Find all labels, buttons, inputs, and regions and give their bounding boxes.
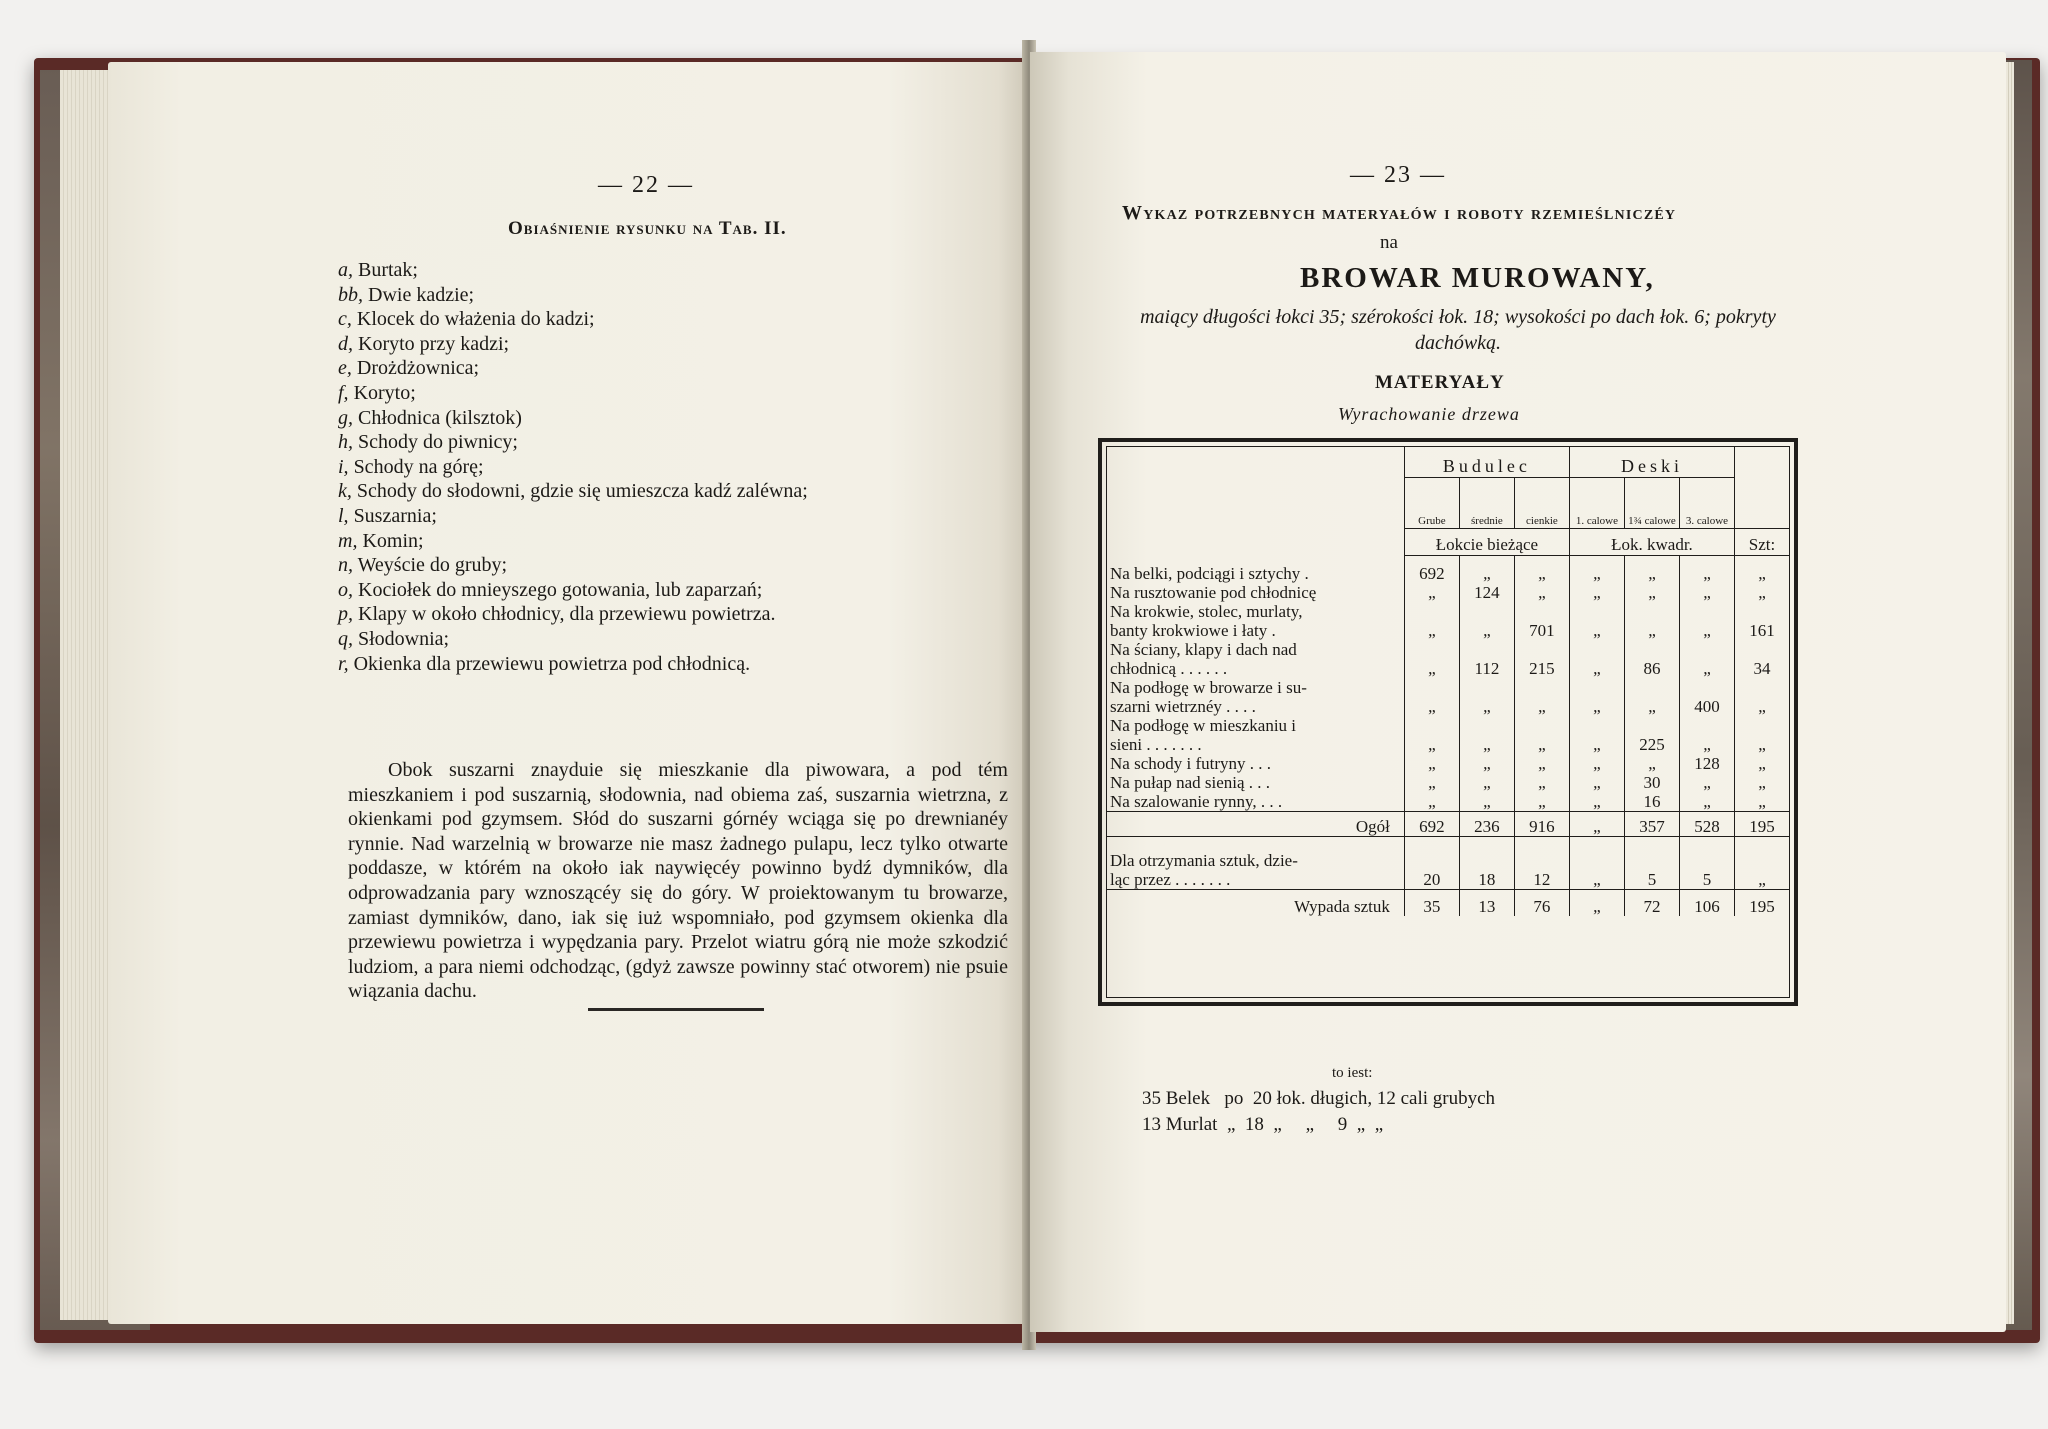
legend-item xyxy=(338,504,808,529)
table-cell: „ xyxy=(1514,792,1569,812)
table-cell: „ xyxy=(1569,792,1624,812)
table-cell: „ xyxy=(1569,773,1624,792)
materials-table-frame xyxy=(1098,438,1798,1006)
table-cell: „ xyxy=(1679,659,1734,678)
table-cell: „ xyxy=(1679,735,1734,754)
page-number: — 22 — xyxy=(598,172,694,198)
table-cell xyxy=(1624,602,1679,621)
table-row xyxy=(1107,754,1789,773)
legend-text: Burtak; xyxy=(358,259,418,281)
table-row xyxy=(1107,792,1789,812)
section-heading: MATERYAŁY xyxy=(1375,372,1505,393)
legend-key: n, xyxy=(338,554,353,577)
table-row xyxy=(1107,716,1789,735)
table-cell: 692 xyxy=(1404,811,1459,836)
row-label xyxy=(1107,556,1404,564)
header-budulec: Budulec xyxy=(1404,447,1569,478)
table-cell: „ xyxy=(1624,583,1679,602)
legend-key: f, xyxy=(338,381,349,404)
table-cell: „ xyxy=(1679,773,1734,792)
table-cell xyxy=(1624,851,1679,870)
table-cell: „ xyxy=(1734,583,1789,602)
right-page xyxy=(1030,52,2006,1332)
legend-item xyxy=(338,627,808,652)
legend-text: Kociołek do mnieyszego gotowania, lub zaparzań; xyxy=(358,578,763,601)
legend-text: Chłodnica (kilsztok) xyxy=(358,406,522,429)
table-cell: 20 xyxy=(1404,870,1459,890)
legend-key: i, xyxy=(338,455,349,478)
table-cell: „ xyxy=(1734,792,1789,812)
legend-item xyxy=(338,332,808,357)
legend-key: q, xyxy=(338,627,353,650)
legend-text: Koryto; xyxy=(353,381,416,404)
legend-item xyxy=(338,381,808,406)
section-subheading: Wyrachowanie drzewa xyxy=(1338,404,1520,424)
table-cell: „ xyxy=(1569,870,1624,890)
table-row xyxy=(1107,583,1789,602)
table-cell: 692 xyxy=(1404,564,1459,583)
table-cell: „ xyxy=(1734,754,1789,773)
legend-text: Koryto przy kadzi; xyxy=(358,332,510,355)
table-cell: „ xyxy=(1569,659,1624,678)
table-row xyxy=(1107,773,1789,792)
table-cell: „ xyxy=(1459,792,1514,812)
table-cell: 128 xyxy=(1679,754,1734,773)
table-cell xyxy=(1569,716,1624,735)
table-row xyxy=(1107,659,1789,678)
table-cell: „ xyxy=(1624,564,1679,583)
table-cell xyxy=(1459,640,1514,659)
table-cell xyxy=(1514,678,1569,697)
legend-text: Komin; xyxy=(362,529,424,552)
table-cell xyxy=(1514,851,1569,870)
page-subject: BROWAR MUROWANY, xyxy=(1300,262,1655,294)
table-cell xyxy=(1404,851,1459,870)
legend-item xyxy=(338,307,808,332)
total-row xyxy=(1107,811,1789,836)
table-row xyxy=(1107,602,1789,621)
row-label: Na krokwie, stolec, murlaty, xyxy=(1110,601,1303,621)
table-cell: „ xyxy=(1404,754,1459,773)
row-label: Na pułap nad sienią . . . xyxy=(1110,772,1271,792)
table-cell: 357 xyxy=(1624,811,1679,836)
legend-item xyxy=(338,283,808,308)
page-title: Obiaśnienie rysunku na Tab. II. xyxy=(508,218,787,239)
table-cell xyxy=(1734,678,1789,697)
table-cell xyxy=(1404,602,1459,621)
table-cell xyxy=(1569,851,1624,870)
table-cell: 112 xyxy=(1459,659,1514,678)
subheader-cienkie: cienkie xyxy=(1514,478,1569,529)
table-cell xyxy=(1569,678,1624,697)
table-cell xyxy=(1624,678,1679,697)
subheader-srednie: średnie xyxy=(1459,478,1514,529)
legend-item xyxy=(338,430,808,455)
materials-table xyxy=(1107,447,1789,916)
table-spacer-row xyxy=(1107,556,1789,564)
table-cell: „ xyxy=(1569,811,1624,836)
table-cell xyxy=(1514,716,1569,735)
table-cell xyxy=(1404,716,1459,735)
table-cell: 30 xyxy=(1624,773,1679,792)
table-cell: 195 xyxy=(1734,889,1789,916)
subheader-grube: Grube xyxy=(1404,478,1459,529)
subheader-3-calowe: 3. calowe xyxy=(1679,478,1734,529)
table-cell xyxy=(1404,556,1459,564)
table-cell xyxy=(1459,716,1514,735)
legend-item xyxy=(338,602,808,627)
legend-key: h, xyxy=(338,431,353,454)
table-cell: „ xyxy=(1404,621,1459,640)
table-cell xyxy=(1679,678,1734,697)
row-label: Na rusztowanie pod chłodnicę xyxy=(1110,582,1317,602)
table-cell: 400 xyxy=(1679,697,1734,716)
subheader-1-3-4-calowe: 1¾ calowe xyxy=(1624,478,1679,529)
table-cell: „ xyxy=(1404,792,1459,812)
legend-item xyxy=(338,406,808,431)
row-label: Na podłogę w browarze i su- xyxy=(1110,677,1307,697)
table-cell: „ xyxy=(1459,754,1514,773)
table-cell: „ xyxy=(1734,697,1789,716)
table-cell: „ xyxy=(1734,773,1789,792)
legend-key: r, xyxy=(338,652,349,675)
legend-text: Schody na górę; xyxy=(353,455,484,478)
legend-item xyxy=(338,553,808,578)
to-iest-label: to iest: xyxy=(1332,1065,1373,1081)
table-cell: „ xyxy=(1734,564,1789,583)
table-cell: 5 xyxy=(1679,870,1734,890)
row-label: Na belki, podciągi i sztychy . xyxy=(1110,563,1309,583)
table-row xyxy=(1107,564,1789,583)
table-cell: „ xyxy=(1514,754,1569,773)
unit-lokcie-biezace: Łokcie bieżące xyxy=(1404,529,1569,556)
legend-key: d, xyxy=(338,332,353,355)
legend-text: Dwie kadzie; xyxy=(368,283,475,306)
legend-item xyxy=(338,258,808,283)
table-cell xyxy=(1459,556,1514,564)
table-cell xyxy=(1569,836,1624,851)
materials-table-inner xyxy=(1106,446,1790,998)
section-rule xyxy=(588,1008,764,1011)
paragraph-text: Obok suszarni znayduie się mieszkanie dla piwowara, a pod tém mieszkaniem i pod suszarnią, słodownia, nad obiema zaś, suszarnia wietrzna, z okienkami pod gzymsem. Słód do suszarni górnéy wciąga się po drewnianéy rynnie. Nad warzelnią w browarze nie masz żadnego pulapu, lecz tylko otwarte poddasze, w którém na około iak naywięcéy powinno bydź dymników, dla odprowadzania pary wznoszącéy się do góry. W proiektowanym tu browarze, zamiast dymników, dano, iak się iuż wspomniało, pod gzymsem okienka dla przewiewu powietrza i wypędzania pary. Przelot wiatru górą nie może szkodzić ludziom, a para niemi odchodząc, (gdyż zawsze powinny stać otworem) nie psuie wiązania dachu. xyxy=(348,759,1008,1003)
table-cell: 13 xyxy=(1459,889,1514,916)
table-cell: 225 xyxy=(1624,735,1679,754)
legend-key: o, xyxy=(338,578,353,601)
result-row xyxy=(1107,889,1789,916)
row-label: Ogół xyxy=(1107,811,1404,836)
table-cell: „ xyxy=(1404,697,1459,716)
table-cell: 236 xyxy=(1459,811,1514,836)
legend-key: k, xyxy=(338,480,352,503)
table-cell: 701 xyxy=(1514,621,1569,640)
table-cell xyxy=(1459,678,1514,697)
table-cell xyxy=(1569,640,1624,659)
legend-item xyxy=(338,529,808,554)
table-cell: „ xyxy=(1734,870,1789,890)
table-cell xyxy=(1404,836,1459,851)
row-label: Na szalowanie rynny, . . . xyxy=(1110,791,1283,811)
table-cell: 106 xyxy=(1679,889,1734,916)
table-row xyxy=(1107,735,1789,754)
table-cell: „ xyxy=(1624,754,1679,773)
row-label: Dla otrzymania sztuk, dzie- xyxy=(1110,850,1298,870)
table-cell xyxy=(1679,851,1734,870)
row-label: Na schody i futryny . . . xyxy=(1110,753,1272,773)
row-label: banty krokwiowe i łaty . xyxy=(1110,620,1276,640)
divisor-row xyxy=(1107,851,1789,870)
row-label: Na podłogę w mieszkaniu i xyxy=(1110,715,1297,735)
summary-line: 13 Murlat „ 18 „ „ 9 „ „ xyxy=(1142,1114,1384,1135)
row-label: szarni wietrznéy . . . . xyxy=(1110,696,1256,716)
table-cell: „ xyxy=(1459,697,1514,716)
table-cell: 34 xyxy=(1734,659,1789,678)
table-cell xyxy=(1459,851,1514,870)
legend-key: l, xyxy=(338,504,349,527)
table-cell xyxy=(1459,836,1514,851)
legend-key: e, xyxy=(338,357,352,380)
table-cell: „ xyxy=(1569,754,1624,773)
page-number: — 23 — xyxy=(1350,162,1446,188)
table-cell xyxy=(1624,716,1679,735)
table-cell xyxy=(1624,836,1679,851)
table-cell: „ xyxy=(1569,621,1624,640)
legend-item xyxy=(338,356,808,381)
legend-text: Schody do piwnicy; xyxy=(358,431,518,454)
legend-item xyxy=(338,455,808,480)
table-cell: 16 xyxy=(1624,792,1679,812)
table-row xyxy=(1107,621,1789,640)
table-cell: „ xyxy=(1569,564,1624,583)
body-paragraph xyxy=(348,758,1008,1004)
header-szt-group xyxy=(1734,447,1789,478)
title-connector: na xyxy=(1380,232,1398,253)
table-cell: „ xyxy=(1679,583,1734,602)
table-cell: „ xyxy=(1514,735,1569,754)
unit-szt: Szt: xyxy=(1734,529,1789,556)
table-cell xyxy=(1734,836,1789,851)
table-cell: 916 xyxy=(1514,811,1569,836)
legend-key: g, xyxy=(338,406,353,429)
table-row xyxy=(1107,678,1789,697)
table-cell: „ xyxy=(1459,735,1514,754)
table-cell: „ xyxy=(1514,564,1569,583)
table-cell: 12 xyxy=(1514,870,1569,890)
drawing-legend xyxy=(338,258,808,676)
table-cell xyxy=(1734,556,1789,564)
table-cell: 161 xyxy=(1734,621,1789,640)
table-cell: 124 xyxy=(1459,583,1514,602)
table-cell: „ xyxy=(1624,697,1679,716)
table-row xyxy=(1107,697,1789,716)
table-cell: „ xyxy=(1569,735,1624,754)
legend-key: bb, xyxy=(338,283,363,306)
building-dimensions: maiący długości łokci 35; szérokości łok. 18; wysokości po dach łok. 6; pokryty dachówką. xyxy=(1140,306,1776,354)
table-cell: „ xyxy=(1459,773,1514,792)
row-label: sieni . . . . . . . xyxy=(1110,734,1202,754)
table-cell xyxy=(1679,716,1734,735)
legend-text: Weyście do gruby; xyxy=(357,554,508,577)
table-corner xyxy=(1107,447,1404,556)
table-cell: „ xyxy=(1624,621,1679,640)
row-label xyxy=(1107,836,1404,851)
table-cell xyxy=(1734,602,1789,621)
table-cell: „ xyxy=(1734,735,1789,754)
table-cell xyxy=(1624,556,1679,564)
table-cell xyxy=(1679,556,1734,564)
legend-key: a, xyxy=(338,259,353,281)
table-cell: 195 xyxy=(1734,811,1789,836)
table-cell: „ xyxy=(1679,621,1734,640)
table-cell: „ xyxy=(1569,889,1624,916)
table-cell: „ xyxy=(1459,621,1514,640)
table-cell xyxy=(1679,836,1734,851)
table-cell xyxy=(1514,836,1569,851)
table-cell xyxy=(1404,640,1459,659)
table-cell: „ xyxy=(1514,697,1569,716)
table-spacer-row xyxy=(1107,836,1789,851)
table-cell: „ xyxy=(1679,564,1734,583)
table-cell: „ xyxy=(1569,583,1624,602)
table-row xyxy=(1107,640,1789,659)
table-cell xyxy=(1404,678,1459,697)
table-cell xyxy=(1734,851,1789,870)
table-cell: 76 xyxy=(1514,889,1569,916)
legend-key: c, xyxy=(338,308,352,331)
table-cell: „ xyxy=(1514,583,1569,602)
legend-text: Drożdżownica; xyxy=(356,357,480,380)
table-cell: „ xyxy=(1514,773,1569,792)
legend-text: Okienka dla przewiewu powietrza pod chłodnicą. xyxy=(353,652,751,675)
table-cell: „ xyxy=(1679,792,1734,812)
table-cell: 215 xyxy=(1514,659,1569,678)
legend-text: Klapy w około chłodnicy, dla przewiewu powietrza. xyxy=(358,603,776,626)
legend-text: Klocek do włażenia do kadzi; xyxy=(356,308,595,331)
row-label: chłodnicą . . . . . . xyxy=(1110,658,1228,678)
table-cell xyxy=(1514,556,1569,564)
legend-key: p, xyxy=(338,603,353,626)
table-cell xyxy=(1514,602,1569,621)
unit-lok-kwadr: Łok. kwadr. xyxy=(1569,529,1734,556)
table-cell: „ xyxy=(1404,735,1459,754)
legend-item xyxy=(338,578,808,603)
subheader-blank xyxy=(1734,478,1789,529)
legend-key: m, xyxy=(338,529,358,552)
table-cell xyxy=(1624,640,1679,659)
table-cell xyxy=(1679,640,1734,659)
row-label: ląc przez . . . . . . . xyxy=(1110,869,1231,889)
page-title: Wykaz potrzebnych materyałów i roboty rzemieślniczéy xyxy=(1122,202,1677,224)
legend-text: Słodownia; xyxy=(358,627,450,650)
table-cell xyxy=(1734,716,1789,735)
row-label: Na ściany, klapy i dach nad xyxy=(1110,639,1297,659)
table-cell: 72 xyxy=(1624,889,1679,916)
legend-item xyxy=(338,652,808,677)
table-cell xyxy=(1569,602,1624,621)
left-page xyxy=(108,62,1026,1324)
table-cell: 35 xyxy=(1404,889,1459,916)
page-edges-left xyxy=(60,70,110,1320)
table-cell xyxy=(1679,602,1734,621)
row-label: Wypada sztuk xyxy=(1107,889,1404,916)
table-cell: „ xyxy=(1569,697,1624,716)
table-cell: „ xyxy=(1404,583,1459,602)
header-deski: Deski xyxy=(1569,447,1734,478)
table-cell: „ xyxy=(1459,564,1514,583)
table-cell: 86 xyxy=(1624,659,1679,678)
table-cell: 5 xyxy=(1624,870,1679,890)
summary-line: 35 Belek po 20 łok. długich, 12 cali grubych xyxy=(1142,1088,1496,1109)
table-cell xyxy=(1514,640,1569,659)
table-cell: „ xyxy=(1404,659,1459,678)
legend-text: Schody do słodowni, gdzie się umieszcza kadź zaléwna; xyxy=(356,480,808,503)
divisor-row xyxy=(1107,870,1789,890)
legend-text: Suszarnia; xyxy=(353,504,437,527)
table-cell: 18 xyxy=(1459,870,1514,890)
table-cell xyxy=(1569,556,1624,564)
table-cell xyxy=(1459,602,1514,621)
table-cell: „ xyxy=(1404,773,1459,792)
subheader-1-calowe: 1. calowe xyxy=(1569,478,1624,529)
table-cell xyxy=(1734,640,1789,659)
table-cell: 528 xyxy=(1679,811,1734,836)
legend-item xyxy=(338,479,808,504)
